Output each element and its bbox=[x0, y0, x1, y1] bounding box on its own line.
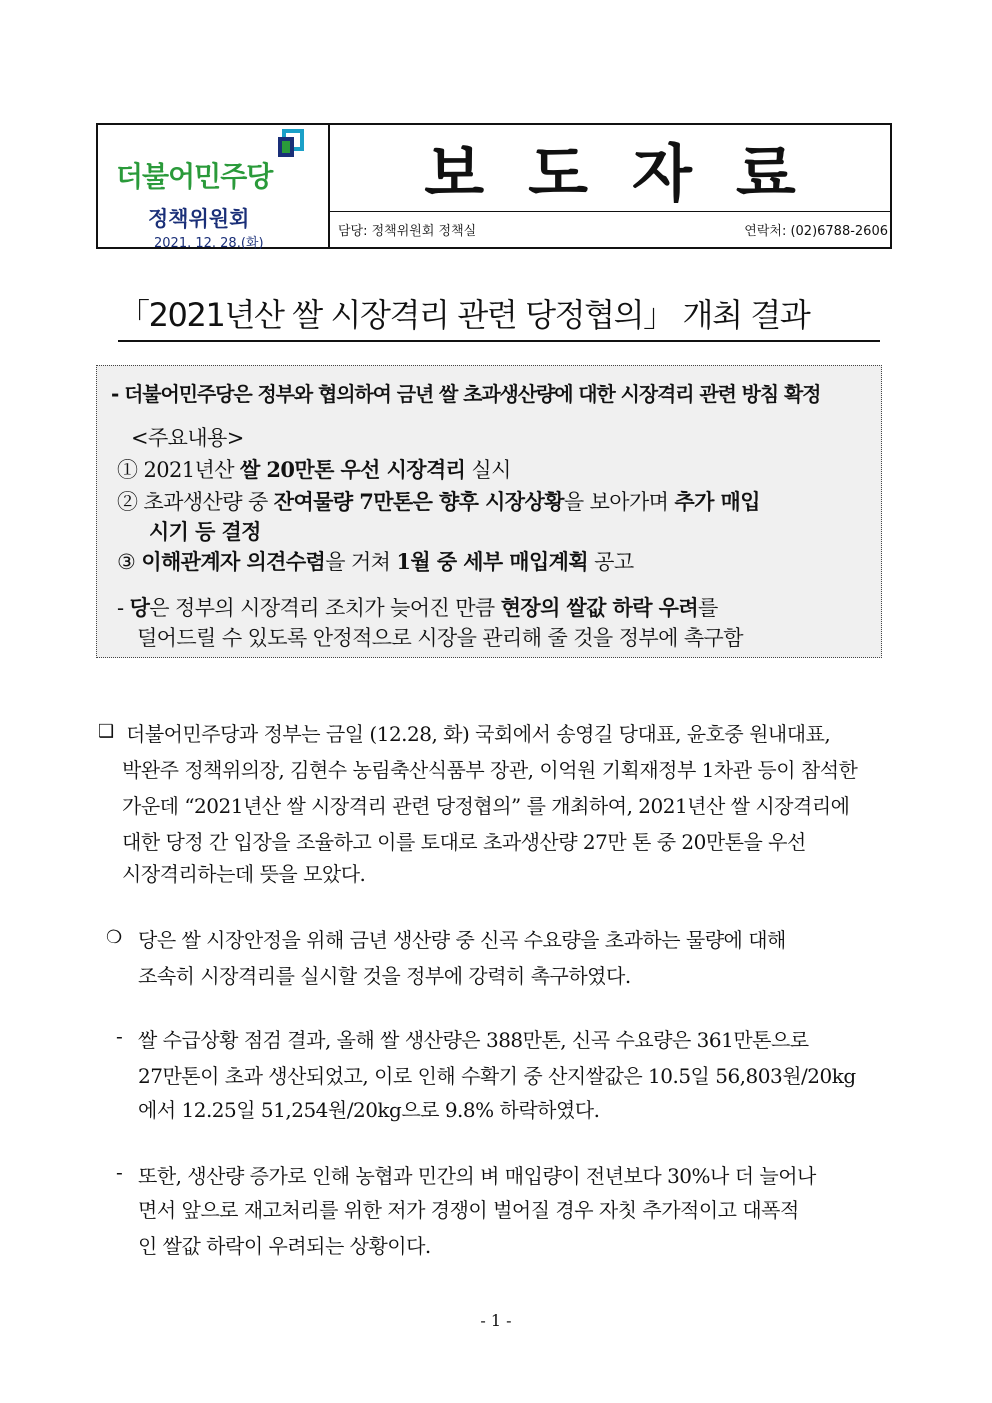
summary-box bbox=[96, 365, 882, 658]
contact-phone: 연락처: (02)6788-2606 bbox=[744, 224, 888, 239]
item-text: 2021년산 bbox=[143, 458, 240, 482]
dash-bullet: - bbox=[116, 1160, 123, 1184]
contact-row bbox=[330, 212, 890, 247]
body-p2-line-2: 조속히 시장격리를 실시할 것을 정부에 강력히 촉구하였다. bbox=[138, 964, 631, 988]
item-emphasis: 추가 매입 bbox=[674, 489, 760, 514]
item-number: ② bbox=[117, 490, 138, 514]
item-emphasis: 1월 중 세부 매입계획 bbox=[396, 549, 589, 574]
body-p4-line-2: 면서 앞으로 재고처리를 위한 저가 경쟁이 벌어질 경우 자칫 추가적이고 대폭적 bbox=[138, 1198, 799, 1222]
page-number: - 1 - bbox=[480, 1311, 512, 1330]
body-p1-line-1: 더불어민주당과 정부는 금일 (12.28, 화) 국회에서 송영길 당대표, 윤호중 원내대표, bbox=[126, 722, 831, 746]
committee-name: 정책위원회 bbox=[148, 207, 250, 231]
body-p1-line-3: 가운데 “2021년산 쌀 시장격리 관련 당정협의” 를 개최하여, 2021년산 쌀 시장격리에 bbox=[122, 794, 850, 818]
dash-bullet: - bbox=[116, 1024, 123, 1048]
body-p1-line-2: 박완주 정책위의장, 김현수 농림축산식품부 장관, 이억원 기획재정부 1차관 등이 참석한 bbox=[122, 758, 858, 782]
body-p3-line-2: 27만톤이 초과 생산되었고, 이로 인해 수확기 중 산지쌀값은 10.5일 56,803원/20kg bbox=[138, 1064, 856, 1088]
party-logo-icon bbox=[276, 127, 306, 159]
item-text: 공고 bbox=[588, 550, 634, 574]
item-emphasis: 이해관계자 의견수렴 bbox=[141, 549, 326, 574]
document-title: 「2021년산 쌀 시장격리 관련 당정협의」 개최 결과 bbox=[118, 290, 880, 342]
summary-item-1 bbox=[117, 454, 511, 484]
summary-heading: <주요내용> bbox=[131, 426, 244, 450]
item-text: 을 거쳐 bbox=[325, 550, 397, 574]
party-name: 더불어민주당 bbox=[116, 160, 273, 193]
note-emphasis: 당 bbox=[129, 595, 150, 620]
body-p3-line-1: 쌀 수급상황 점검 결과, 올해 쌀 생산량은 388만톤, 신곡 수요량은 361만톤으로 bbox=[138, 1028, 809, 1052]
summary-party-note-cont: 덜어드릴 수 있도록 안정적으로 시장을 관리해 줄 것을 정부에 촉구함 bbox=[137, 626, 743, 650]
press-header bbox=[96, 123, 892, 249]
square-bullet-icon: ❑ bbox=[98, 721, 115, 742]
note-dash: - bbox=[117, 596, 130, 620]
item-emphasis: 쌀 20만톤 우선 시장격리 bbox=[239, 457, 466, 482]
body-p4-line-1: 또한, 생산량 증가로 인해 농협과 민간의 벼 매입량이 전년보다 30%나 더 늘어나 bbox=[138, 1164, 816, 1188]
body-p2-line-1: 당은 쌀 시장안정을 위해 금년 생산량 중 신곡 수요량을 초과하는 물량에 대해 bbox=[138, 928, 786, 952]
body-p3-line-3: 에서 12.25일 51,254원/20kg으로 9.8% 하락하였다. bbox=[138, 1098, 600, 1122]
summary-party-note bbox=[117, 592, 718, 622]
item-number: ① bbox=[117, 458, 138, 482]
note-text: 은 정부의 시장격리 조치가 늦어진 만큼 bbox=[149, 596, 501, 620]
item-text: 을 보아가며 bbox=[563, 490, 675, 514]
press-release-title: 보도자료 bbox=[330, 125, 890, 212]
body-p1-line-4: 대한 당정 간 입장을 조율하고 이를 토대로 초과생산량 27만 톤 중 20만톤을 우선 bbox=[122, 830, 806, 854]
item-text: 실시 bbox=[465, 458, 511, 482]
item-emphasis: 잔여물량 7만톤은 향후 시장상황 bbox=[273, 489, 564, 514]
summary-item-3 bbox=[117, 546, 634, 576]
body-p4-line-3: 인 쌀값 하락이 우려되는 상황이다. bbox=[138, 1234, 431, 1258]
title-cell bbox=[330, 125, 890, 247]
contact-person: 담당: 정책위원회 정책실 bbox=[338, 224, 477, 239]
summary-intro: - 더불어민주당은 정부와 협의하여 금년 쌀 초과생산량에 대한 시장격리 관련 방침 확정 bbox=[111, 382, 821, 406]
body-p1-line-5: 시장격리하는데 뜻을 모았다. bbox=[122, 862, 366, 886]
note-text: 를 bbox=[698, 596, 718, 620]
release-date: 2021. 12. 28.(화) bbox=[154, 236, 264, 251]
summary-item-2-cont: 시기 등 결정 bbox=[149, 519, 261, 544]
summary-item-2 bbox=[117, 486, 760, 516]
note-emphasis: 현장의 쌀값 하락 우려 bbox=[500, 595, 699, 620]
item-number: ③ bbox=[117, 550, 136, 574]
item-text: 초과생산량 중 bbox=[143, 490, 274, 514]
circle-bullet-icon: ❍ bbox=[106, 927, 123, 948]
party-logo-block bbox=[98, 125, 330, 251]
